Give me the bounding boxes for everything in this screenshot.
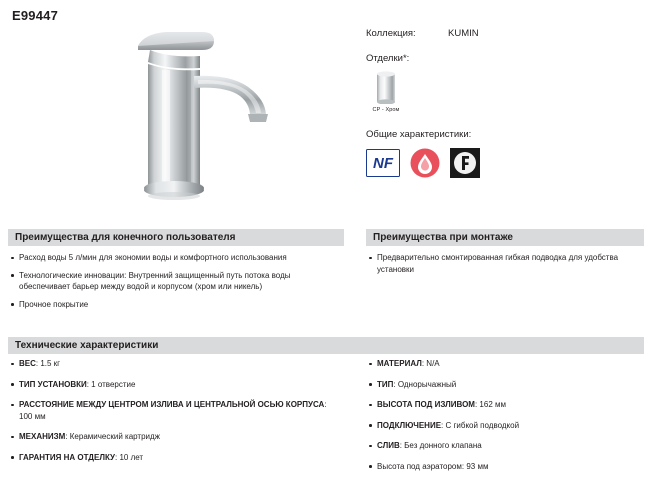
section-header-installation-benefits: Преимущества при монтаже	[366, 229, 644, 246]
spec-key: Высота под аэратором	[377, 461, 462, 471]
certification-logos	[366, 148, 646, 180]
product-image	[90, 18, 300, 218]
technical-specs-left	[10, 358, 340, 472]
svg-text:NF: NF	[373, 155, 393, 172]
spec-key: МЕХАНИЗМ	[19, 432, 66, 441]
faucet-illustration	[90, 18, 300, 218]
spec-value: : 1.5 кг	[35, 359, 61, 368]
collection-value: KUMIN	[448, 28, 479, 39]
water-drop-logo	[410, 148, 440, 180]
section-header-technical: Технические характеристики	[8, 337, 644, 354]
page-title: E99447	[12, 8, 59, 23]
spec-key: РАССТОЯНИЕ МЕЖДУ ЦЕНТРОМ ИЗЛИВА И ЦЕНТРАЛЬНОЙ ОСЬЮ КОРПУСА	[19, 400, 325, 409]
list-item: Технологические инновации: Внутренний защищенный путь потока воды обеспечивает барьер между водой и корпусом (хром или никель)	[10, 270, 342, 293]
spec-value: : N/A	[421, 359, 440, 368]
spec-value: : 100 мм	[19, 400, 327, 421]
spec-key: ТИП	[377, 379, 394, 389]
eco-label-logo	[450, 148, 480, 180]
installation-benefits-list	[368, 252, 644, 281]
spec-key: ВЫСОТА ПОД ИЗЛИВОМ	[377, 400, 475, 409]
spec-row	[368, 461, 644, 473]
spec-value: : Однорычажный	[393, 379, 457, 389]
product-meta	[366, 28, 646, 180]
spec-row	[368, 379, 644, 391]
spec-value: : 93 мм	[461, 461, 489, 471]
spec-key: МАТЕРИАЛ	[377, 359, 422, 368]
list-item: Предварительно смонтированная гибкая подводка для удобства установки	[368, 252, 644, 275]
spec-value: : 1 отверстие	[86, 379, 136, 389]
finish-item-chrome[interactable]	[366, 70, 406, 113]
collection-row	[366, 28, 646, 39]
finishes-label: Отделки*:	[366, 53, 410, 64]
spec-row	[10, 358, 340, 370]
section-header-end-user-benefits: Преимущества для конечного пользователя	[8, 229, 344, 246]
general-characteristics-label: Общие характеристики:	[366, 129, 472, 140]
spec-row	[10, 379, 340, 391]
spec-value: : 10 лет	[115, 452, 144, 462]
technical-specs-right	[368, 358, 644, 481]
spec-key: ВЕС	[19, 359, 36, 368]
chrome-cylinder-swatch-icon	[373, 70, 399, 104]
spec-key: ПОДКЛЮЧЕНИЕ	[377, 420, 442, 430]
spec-row	[368, 440, 644, 452]
spec-value: : Керамический картридж	[65, 432, 161, 441]
spec-row	[10, 399, 340, 422]
spec-row	[10, 452, 340, 464]
spec-key: ТИП УСТАНОВКИ	[19, 379, 87, 389]
list-item: Расход воды 5 л/мин для экономии воды и комфортного использования	[10, 252, 342, 264]
spec-value: : Без донного клапана	[399, 441, 482, 450]
finish-caption: CP - Хром	[372, 107, 400, 113]
spec-row	[368, 420, 644, 432]
spec-key: СЛИВ	[377, 441, 400, 450]
list-item: Прочное покрытие	[10, 299, 342, 311]
spec-row	[10, 431, 340, 443]
collection-label: Коллекция:	[366, 28, 416, 39]
spec-value: : 162 мм	[474, 400, 506, 409]
end-user-benefits-list	[10, 252, 342, 316]
spec-key: ГАРАНТИЯ НА ОТДЕЛКУ	[19, 452, 115, 462]
spec-value: : С гибкой подводкой	[441, 420, 520, 430]
spec-row	[368, 358, 644, 370]
spec-row	[368, 399, 644, 411]
nf-certification-logo	[366, 149, 400, 179]
